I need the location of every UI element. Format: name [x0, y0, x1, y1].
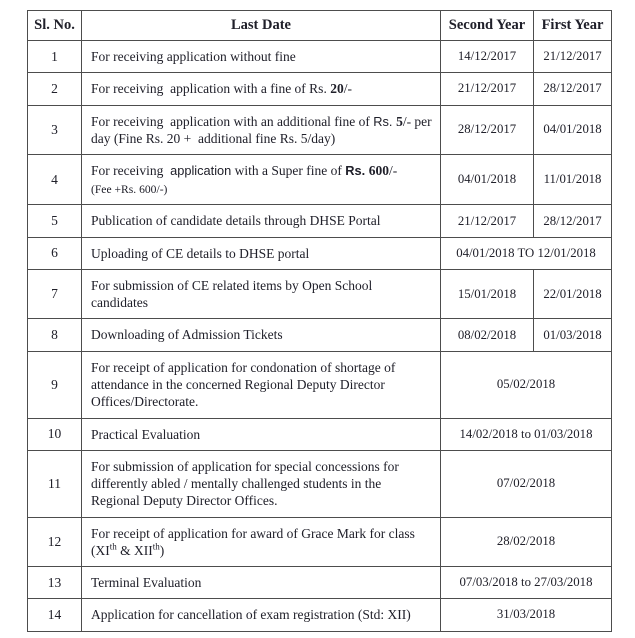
row-date-merged: 04/01/2018 TO 12/01/2018 — [441, 237, 612, 269]
row-description: Publication of candidate details through DHSE Portal — [82, 205, 441, 237]
row-serial-number: 6 — [28, 237, 82, 269]
row-description: Practical Evaluation — [82, 418, 441, 450]
row-date-second-year: 08/02/2018 — [441, 319, 534, 351]
row-serial-number: 14 — [28, 599, 82, 631]
row-serial-number: 13 — [28, 567, 82, 599]
table-row — [28, 517, 612, 567]
header-second-year: Second Year — [441, 11, 534, 41]
row-description: For receipt of application for condonation of shortage of attendance in the concerned Regional Deputy Director Offices/Directorate. — [82, 351, 441, 418]
row-description: Uploading of CE details to DHSE portal — [82, 237, 441, 269]
row-serial-number: 5 — [28, 205, 82, 237]
row-date-merged: 05/02/2018 — [441, 351, 612, 418]
row-description: For receiving application with an additional fine of Rs. 5/- per day (Fine Rs. 20 + additional fine Rs. 5/day) — [82, 105, 441, 155]
row-date-merged: 31/03/2018 — [441, 599, 612, 631]
table-row — [28, 73, 612, 105]
row-date-first-year: 04/01/2018 — [534, 105, 612, 155]
row-description: For submission of application for special concessions for differently abled / mentally challenged students in the Regional Deputy Director Offices. — [82, 450, 441, 517]
row-date-first-year: 01/03/2018 — [534, 319, 612, 351]
row-serial-number: 12 — [28, 517, 82, 567]
header-sl-no: Sl. No. — [28, 11, 82, 41]
row-serial-number: 8 — [28, 319, 82, 351]
table-row — [28, 269, 612, 319]
row-date-first-year: 28/12/2017 — [534, 205, 612, 237]
table-row — [28, 105, 612, 155]
table-row — [28, 450, 612, 517]
row-date-second-year: 14/12/2017 — [441, 41, 534, 73]
row-date-second-year: 15/01/2018 — [441, 269, 534, 319]
row-description: Application for cancellation of exam registration (Std: XII) — [82, 599, 441, 631]
table-row — [28, 205, 612, 237]
row-date-merged: 07/03/2018 to 27/03/2018 — [441, 567, 612, 599]
row-date-merged: 28/02/2018 — [441, 517, 612, 567]
row-date-merged: 14/02/2018 to 01/03/2018 — [441, 418, 612, 450]
table-row — [28, 418, 612, 450]
row-date-second-year: 04/01/2018 — [441, 155, 534, 205]
row-date-first-year: 28/12/2017 — [534, 73, 612, 105]
row-description: For submission of CE related items by Open School candidates — [82, 269, 441, 319]
table-body — [28, 41, 612, 632]
header-last-date: Last Date — [82, 11, 441, 41]
row-date-first-year: 11/01/2018 — [534, 155, 612, 205]
row-serial-number: 7 — [28, 269, 82, 319]
row-date-merged: 07/02/2018 — [441, 450, 612, 517]
table-row — [28, 567, 612, 599]
row-description: For receiving application with a fine of Rs. 20/- — [82, 73, 441, 105]
row-date-second-year: 21/12/2017 — [441, 73, 534, 105]
row-serial-number: 4 — [28, 155, 82, 205]
table-row — [28, 237, 612, 269]
row-description: Downloading of Admission Tickets — [82, 319, 441, 351]
header-first-year: First Year — [534, 11, 612, 41]
table-row — [28, 351, 612, 418]
row-date-second-year: 28/12/2017 — [441, 105, 534, 155]
row-serial-number: 2 — [28, 73, 82, 105]
row-serial-number: 1 — [28, 41, 82, 73]
row-date-first-year: 21/12/2017 — [534, 41, 612, 73]
row-description: For receiving application with a Super fine of Rs. 600/- (Fee +Rs. 600/-) — [82, 155, 441, 205]
row-serial-number: 9 — [28, 351, 82, 418]
row-serial-number: 11 — [28, 450, 82, 517]
table-row — [28, 319, 612, 351]
exam-schedule-table — [27, 10, 612, 632]
row-serial-number: 3 — [28, 105, 82, 155]
row-date-first-year: 22/01/2018 — [534, 269, 612, 319]
row-date-second-year: 21/12/2017 — [441, 205, 534, 237]
row-description: Terminal Evaluation — [82, 567, 441, 599]
table-row — [28, 41, 612, 73]
header-row — [28, 11, 612, 41]
row-description: For receiving application without fine — [82, 41, 441, 73]
row-description: For receipt of application for award of Grace Mark for class (XIth & XIIth) — [82, 517, 441, 567]
row-serial-number: 10 — [28, 418, 82, 450]
table-row — [28, 155, 612, 205]
table-row — [28, 599, 612, 631]
